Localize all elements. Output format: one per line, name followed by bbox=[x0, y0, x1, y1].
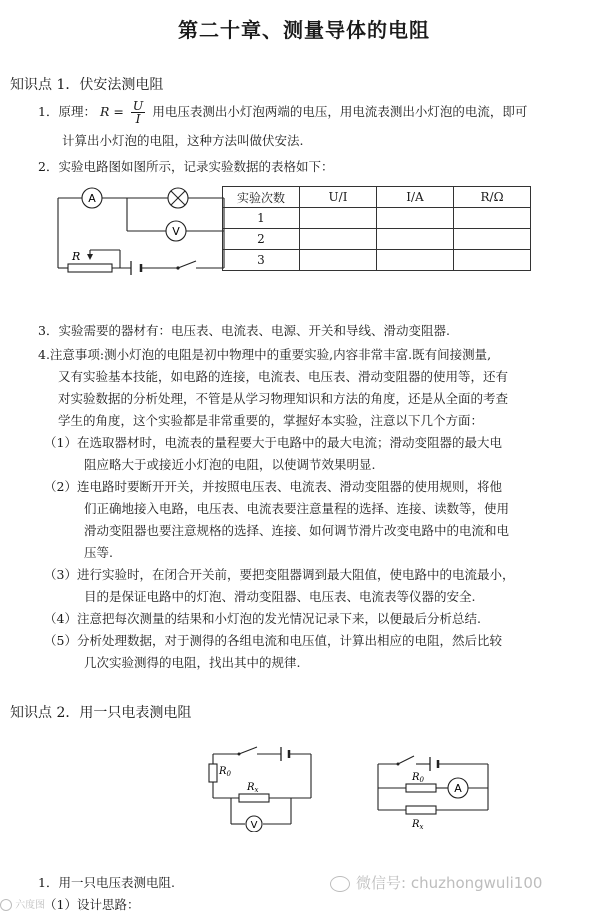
note-line: 几次实验测得的电阻，找出其中的规律. bbox=[84, 655, 301, 670]
wechat-icon bbox=[330, 876, 350, 892]
item-4-line: 学生的角度，这个实验都是非常重要的，掌握好本实验，注意以下几个方面： bbox=[58, 413, 484, 428]
table-header-row bbox=[223, 187, 531, 208]
formula-denominator: I bbox=[135, 111, 141, 126]
ammeter-method-circuit bbox=[372, 746, 498, 832]
voltammetry-circuit bbox=[52, 180, 232, 280]
notes-list bbox=[44, 432, 514, 674]
section-2-sub-1: （1）设计思路： bbox=[44, 897, 140, 912]
note-item bbox=[44, 432, 514, 476]
item-3-text: 3．实验需要的器材有：电压表、电流表、电源、开关和导线、滑动变阻器. bbox=[38, 323, 450, 338]
note-line: （1）在选取器材时，电流表的量程要大于电路中的最大电流；滑动变阻器的最大电 bbox=[44, 435, 502, 450]
item-2-text: 2．实验电路图如图所示，记录实验数据的表格如下： bbox=[38, 159, 334, 174]
ammeter-label: A bbox=[88, 192, 96, 205]
voltmeter-label: V bbox=[172, 225, 180, 238]
r0-resistor-icon bbox=[406, 784, 436, 792]
note-item bbox=[44, 476, 514, 564]
watermark: 微信号: chuzhongwuli100 bbox=[330, 872, 542, 893]
r0-label: $R_0$ bbox=[412, 772, 424, 784]
note-line: 目的是保证电路中的灯泡、滑动变阻器、电压表、电流表等仪器的安全. bbox=[84, 589, 476, 604]
item-4-line: 又有实验基本技能，如电路的连接，电流表、电压表、滑动变阻器的使用等，还有 bbox=[58, 369, 509, 384]
principle-line-1 bbox=[38, 100, 527, 125]
table-header-cell: U/I bbox=[300, 187, 377, 208]
note-line: （5）分析处理数据，对于测得的各组电流和电压值，计算出相应的电阻，然后比较 bbox=[44, 633, 502, 648]
watermark-small: 六度图 bbox=[0, 896, 45, 911]
trial-number: 2 bbox=[223, 229, 300, 250]
section-2-item-1: 1．用一只电压表测电阻. bbox=[38, 875, 175, 890]
rx-label: $R_x$ bbox=[412, 819, 424, 831]
item-number: 1． bbox=[38, 104, 59, 119]
note-item bbox=[44, 608, 514, 630]
note-line: （2）连电路时要断开开关，并按照电压表、电流表、滑动变阻器的使用规则，将他 bbox=[44, 479, 502, 494]
note-item bbox=[44, 630, 514, 674]
ammeter-label: A bbox=[454, 782, 462, 795]
principle-line-2: 计算出小灯泡的电阻，这种方法叫做伏安法. bbox=[62, 133, 304, 148]
item-4-line: 4.注意事项:测小灯泡的电阻是初中物理中的重要实验,内容非常丰富.既有间接测量, bbox=[38, 347, 492, 362]
note-line: （3）进行实验时，在闭合开关前，要把变阻器调到最大阻值，使电路中的电流最小， bbox=[44, 567, 515, 582]
rheostat-label: R bbox=[72, 250, 81, 263]
rx-resistor-icon bbox=[239, 794, 269, 802]
formula-fraction bbox=[131, 100, 146, 125]
table-header-cell: I/A bbox=[377, 187, 454, 208]
page-title: 第二十章、测量导体的电阻 bbox=[178, 18, 430, 42]
watermark-logo-icon bbox=[0, 899, 12, 911]
formula-lhs: R = bbox=[99, 104, 124, 119]
principle-text: 用电压表测出小灯泡两端的电压，用电流表测出小灯泡的电流，即可 bbox=[152, 104, 528, 119]
item-4-paragraph bbox=[38, 344, 508, 432]
note-item bbox=[44, 564, 514, 608]
r0-resistor-icon bbox=[209, 764, 217, 782]
note-line: 阻应略大于或接近小灯泡的电阻，以使调节效果明显. bbox=[84, 457, 376, 472]
item-4-line: 对实验数据的分析处理，不管是从学习物理知识和方法的角度，还是从全面的考查 bbox=[58, 391, 509, 406]
note-line: 滑动变阻器也要注意规格的选择、连接、如何调节滑片改变电路中的电流和电 bbox=[84, 523, 510, 538]
formula-numerator: U bbox=[132, 98, 144, 113]
table-row bbox=[223, 229, 531, 250]
r0-label: $R_0$ bbox=[219, 766, 231, 778]
data-table bbox=[222, 186, 531, 271]
note-line: （4）注意把每次测量的结果和小灯泡的发光情况记录下来，以便最后分析总结. bbox=[44, 611, 481, 626]
note-line: 压等. bbox=[84, 545, 113, 560]
rheostat-icon bbox=[68, 264, 112, 272]
trial-number: 3 bbox=[223, 250, 300, 271]
table-row bbox=[223, 208, 531, 229]
note-line: 们正确地接入电路，电压表、电流表要注意量程的选择、连接、读数等，使用 bbox=[84, 501, 510, 516]
voltmeter-method-circuit bbox=[205, 740, 325, 832]
rx-resistor-icon bbox=[406, 806, 436, 814]
rx-label: $R_x$ bbox=[247, 782, 259, 794]
table-header-cell: R/Ω bbox=[454, 187, 531, 208]
table-header-cell: 实验次数 bbox=[223, 187, 300, 208]
voltmeter-label: V bbox=[250, 820, 258, 831]
principle-label: 原理： bbox=[58, 104, 96, 119]
table-row bbox=[223, 250, 531, 271]
section-2-heading: 知识点 2．用一只电表测电阻 bbox=[10, 705, 192, 721]
trial-number: 1 bbox=[223, 208, 300, 229]
section-1-heading: 知识点 1．伏安法测电阻 bbox=[10, 77, 164, 93]
